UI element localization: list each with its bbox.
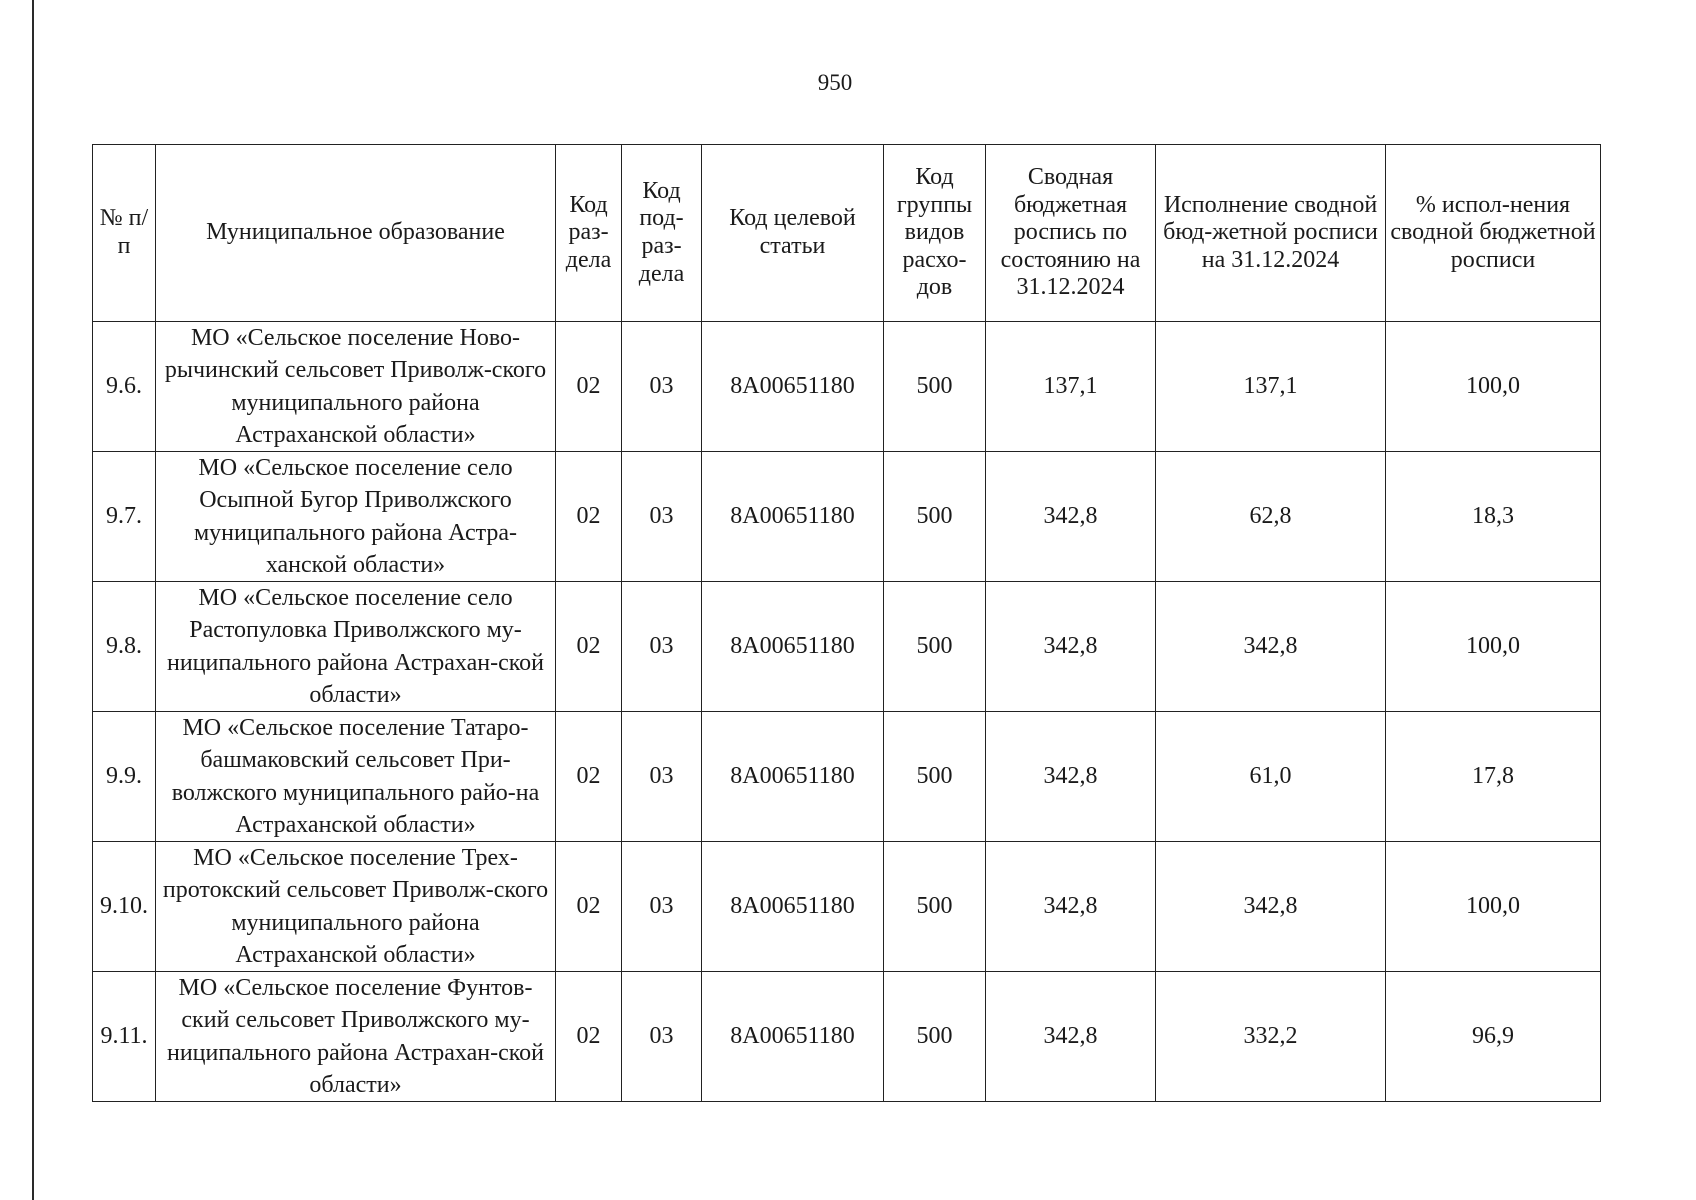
row-execution: 61,0 <box>1156 712 1386 842</box>
row-num: 9.9. <box>93 712 156 842</box>
row-subsection-code: 03 <box>622 582 702 712</box>
row-expense-group-code: 500 <box>884 322 986 452</box>
row-section-code: 02 <box>556 452 622 582</box>
row-num: 9.7. <box>93 452 156 582</box>
row-consolidated-budget: 342,8 <box>986 582 1156 712</box>
row-expense-group-code: 500 <box>884 582 986 712</box>
row-percent: 100,0 <box>1386 322 1601 452</box>
budget-table <box>92 144 1601 1102</box>
row-municipality: МО «Сельское поселение Фунтов-ский сельсовет Приволжского му-ниципального района Астрахан-ской области» <box>156 972 556 1102</box>
row-execution: 62,8 <box>1156 452 1386 582</box>
row-section-code: 02 <box>556 972 622 1102</box>
row-municipality: МО «Сельское поселение Ново-рычинский сельсовет Приволж-ского муниципального района Астраханской области» <box>156 322 556 452</box>
row-target-code: 8А00651180 <box>702 582 884 712</box>
row-subsection-code: 03 <box>622 322 702 452</box>
row-consolidated-budget: 342,8 <box>986 712 1156 842</box>
row-section-code: 02 <box>556 582 622 712</box>
table-row <box>93 842 1601 972</box>
table-row <box>93 712 1601 842</box>
table-header-row <box>93 145 1601 322</box>
row-percent: 100,0 <box>1386 842 1601 972</box>
row-num: 9.6. <box>93 322 156 452</box>
row-subsection-code: 03 <box>622 712 702 842</box>
header-municipality: Муниципальное образование <box>156 145 556 322</box>
row-execution: 332,2 <box>1156 972 1386 1102</box>
row-num: 9.8. <box>93 582 156 712</box>
page-number: 950 <box>817 70 853 95</box>
table-row <box>93 452 1601 582</box>
row-subsection-code: 03 <box>622 452 702 582</box>
header-execution: Исполнение сводной бюд-жетной росписи на 31.12.2024 <box>1156 145 1386 322</box>
row-target-code: 8А00651180 <box>702 712 884 842</box>
table-row <box>93 972 1601 1102</box>
row-municipality: МО «Сельское поселение Трех-протокский сельсовет Приволж-ского муниципального района Астраханской области» <box>156 842 556 972</box>
header-section-code: Код раз-дела <box>556 145 622 322</box>
row-section-code: 02 <box>556 842 622 972</box>
row-section-code: 02 <box>556 322 622 452</box>
row-consolidated-budget: 137,1 <box>986 322 1156 452</box>
row-target-code: 8А00651180 <box>702 972 884 1102</box>
row-consolidated-budget: 342,8 <box>986 842 1156 972</box>
row-subsection-code: 03 <box>622 842 702 972</box>
row-percent: 17,8 <box>1386 712 1601 842</box>
row-consolidated-budget: 342,8 <box>986 972 1156 1102</box>
row-municipality: МО «Сельское поселение Татаро-башмаковский сельсовет При-волжского муниципального райо-на Астраханской области» <box>156 712 556 842</box>
row-percent: 96,9 <box>1386 972 1601 1102</box>
header-consolidated-budget: Сводная бюджетная роспись по состоянию на 31.12.2024 <box>986 145 1156 322</box>
table-row <box>93 322 1601 452</box>
header-num: № п/п <box>93 145 156 322</box>
row-subsection-code: 03 <box>622 972 702 1102</box>
row-municipality: МО «Сельское поселение село Осыпной Бугор Приволжского муниципального района Астра-ханской области» <box>156 452 556 582</box>
row-expense-group-code: 500 <box>884 712 986 842</box>
row-municipality: МО «Сельское поселение село Растопуловка Приволжского му-ниципального района Астрахан-ской области» <box>156 582 556 712</box>
row-target-code: 8А00651180 <box>702 322 884 452</box>
header-expense-group-code: Код группы видов расхо-дов <box>884 145 986 322</box>
row-execution: 342,8 <box>1156 842 1386 972</box>
row-percent: 18,3 <box>1386 452 1601 582</box>
row-expense-group-code: 500 <box>884 842 986 972</box>
row-percent: 100,0 <box>1386 582 1601 712</box>
table-row <box>93 582 1601 712</box>
row-expense-group-code: 500 <box>884 452 986 582</box>
header-target-code: Код целевой статьи <box>702 145 884 322</box>
row-num: 9.11. <box>93 972 156 1102</box>
row-expense-group-code: 500 <box>884 972 986 1102</box>
left-margin-line <box>32 0 34 1200</box>
row-section-code: 02 <box>556 712 622 842</box>
row-target-code: 8А00651180 <box>702 842 884 972</box>
row-consolidated-budget: 342,8 <box>986 452 1156 582</box>
header-percent: % испол-нения сводной бюджетной росписи <box>1386 145 1601 322</box>
row-num: 9.10. <box>93 842 156 972</box>
row-execution: 137,1 <box>1156 322 1386 452</box>
row-execution: 342,8 <box>1156 582 1386 712</box>
header-subsection-code: Код под-раз-дела <box>622 145 702 322</box>
row-target-code: 8А00651180 <box>702 452 884 582</box>
